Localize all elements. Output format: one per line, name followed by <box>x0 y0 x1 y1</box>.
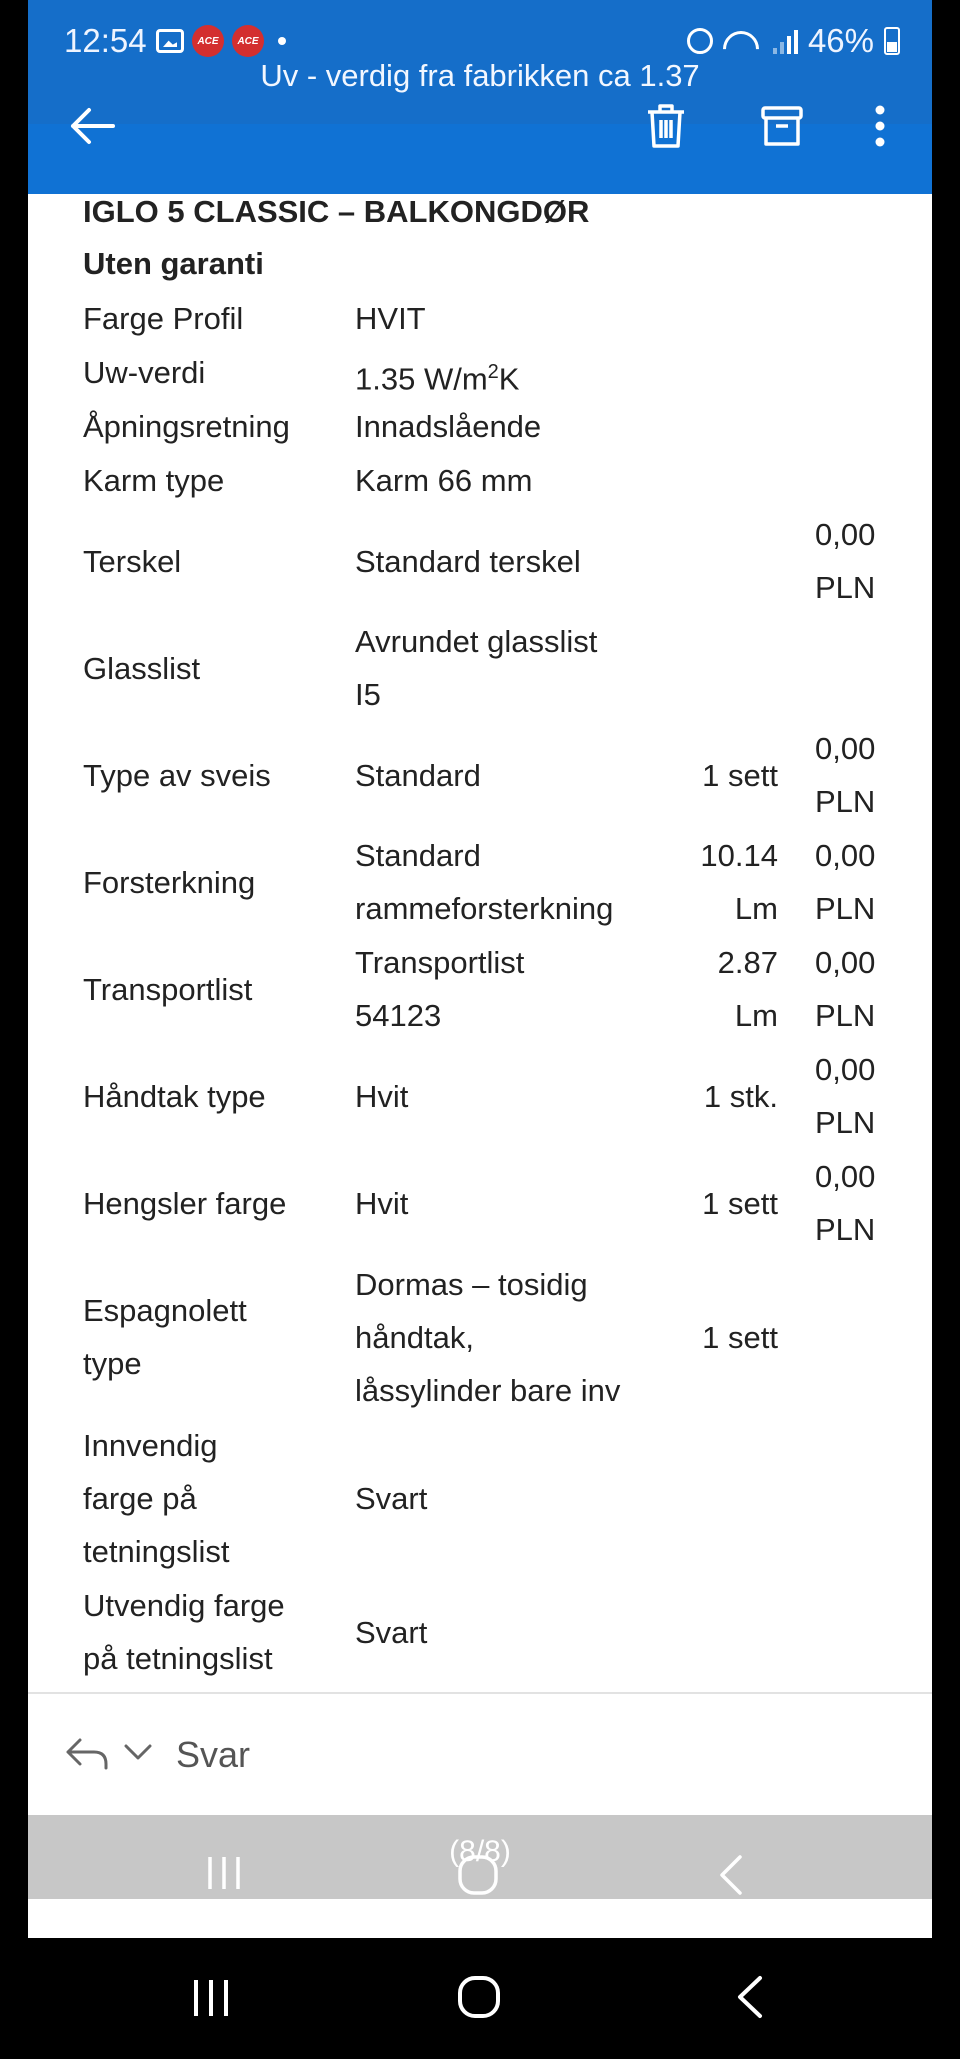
row-value: Hvit <box>355 1185 409 1221</box>
home-icon[interactable] <box>456 1974 502 2020</box>
row-value: Karm 66 mm <box>355 463 533 498</box>
row-quantity: 1 sett <box>702 1319 778 1355</box>
table-row <box>28 1150 932 1256</box>
picture-icon <box>156 29 184 53</box>
page-indicator: (8/8) <box>449 1835 511 1868</box>
email-subject: Uv - verdig fra fabrikken ca 1.37 <box>260 58 700 93</box>
row-label: Utvendig farge på tetningslist <box>83 1588 285 1676</box>
arrow-left-icon <box>69 106 115 146</box>
archive-button[interactable] <box>754 98 810 154</box>
recent-apps-icon <box>204 1853 244 1893</box>
notification-icons <box>156 25 286 57</box>
row-value: Standard terskel <box>355 543 581 579</box>
row-value: Standard rammeforsterkning <box>355 838 614 926</box>
table-row <box>28 1043 932 1149</box>
row-quantity: 1 stk. <box>703 1078 778 1114</box>
table-row <box>28 722 932 828</box>
table-row <box>28 1257 932 1417</box>
row-value <box>355 346 675 405</box>
uw-superscript: 2 <box>487 361 499 383</box>
reply-label[interactable]: Svar <box>176 1734 251 1775</box>
row-label: Åpningsretning <box>83 409 290 444</box>
row-price: 0,00 PLN <box>815 731 876 819</box>
row-label: Espagnolett type <box>83 1293 247 1381</box>
row-value: Svart <box>355 1614 428 1650</box>
dot-icon <box>278 37 286 45</box>
system-navigation-bar <box>0 1938 960 2059</box>
more-options-button[interactable] <box>852 98 908 154</box>
table-row <box>28 829 932 935</box>
row-value: Avrundet glasslist I5 <box>355 624 598 712</box>
recent-apps-icon[interactable] <box>190 1976 232 2020</box>
row-label: Transportlist <box>83 971 253 1007</box>
table-row <box>28 936 932 1042</box>
home-icon <box>456 1853 500 1897</box>
row-value: Hvit <box>355 1078 409 1114</box>
table-row <box>28 346 932 399</box>
delete-button[interactable] <box>638 98 694 154</box>
row-label: Type av sveis <box>83 757 271 793</box>
row-label: Glasslist <box>83 650 201 686</box>
table-row <box>28 454 932 507</box>
alarm-icon <box>687 28 713 54</box>
row-value: Dormas – tosidig håndtak, låssylinder bare inv <box>355 1266 621 1408</box>
battery-icon <box>884 27 900 55</box>
back-icon <box>716 1853 746 1897</box>
back-icon[interactable] <box>734 1974 766 2020</box>
status-time: 12:54 <box>64 22 147 59</box>
app-header <box>28 0 932 194</box>
row-price: 0,00 PLN <box>815 1052 876 1140</box>
ace-app-icon: ACE <box>232 25 264 57</box>
row-value: Svart <box>355 1480 428 1516</box>
row-label: Terskel <box>83 543 182 579</box>
row-label: Håndtak type <box>83 1078 266 1114</box>
status-right <box>687 22 900 60</box>
uw-unit-tail: K <box>498 361 520 397</box>
signal-icon <box>773 28 798 54</box>
battery-percent: 46% <box>807 22 874 59</box>
table-row <box>28 1418 932 1578</box>
reply-icon[interactable] <box>64 1736 110 1777</box>
row-quantity: 1 sett <box>702 1185 778 1221</box>
row-label: Karm type <box>83 463 225 498</box>
row-quantity: 2.87 Lm <box>717 945 778 1033</box>
table-row <box>28 400 932 453</box>
more-vert-icon <box>874 104 886 148</box>
row-price: 0,00 PLN <box>815 838 876 926</box>
trash-icon <box>644 102 688 150</box>
row-value: Standard <box>355 757 481 793</box>
archive-icon <box>760 104 804 148</box>
row-quantity: 10.14 Lm <box>700 838 778 926</box>
row-price: 0,00 PLN <box>815 1159 876 1247</box>
row-price: 0,00 PLN <box>815 945 876 1033</box>
ace-app-icon: ACE <box>192 25 224 57</box>
row-label: Forsterkning <box>83 864 256 900</box>
row-label: Farge Profil <box>83 301 244 336</box>
row-quantity: 1 sett <box>702 757 778 793</box>
row-value: Transportlist 54123 <box>355 945 525 1033</box>
image-pager-overlay <box>28 1815 932 1899</box>
reply-bar[interactable] <box>28 1694 932 1814</box>
phone-screen <box>28 0 932 1938</box>
wifi-icon <box>723 27 763 55</box>
row-value: HVIT <box>355 301 426 336</box>
row-value: Innadslående <box>355 409 542 444</box>
document-subtitle: Uten garanti <box>83 246 264 281</box>
row-label: Hengsler farge <box>83 1185 287 1221</box>
table-row <box>28 292 932 345</box>
uw-value: 1.35 W/m <box>355 361 488 397</box>
row-label: Innvendig farge på tetningslist <box>83 1427 230 1569</box>
table-row <box>28 615 932 721</box>
row-label: Uw-verdi <box>83 355 206 390</box>
table-row <box>28 1579 932 1685</box>
table-row <box>28 508 932 614</box>
chevron-down-icon[interactable] <box>123 1742 153 1767</box>
back-button[interactable] <box>64 98 120 154</box>
row-price: 0,00 PLN <box>815 517 876 605</box>
document-title: IGLO 5 CLASSIC – BALKONGDØR <box>83 194 590 229</box>
